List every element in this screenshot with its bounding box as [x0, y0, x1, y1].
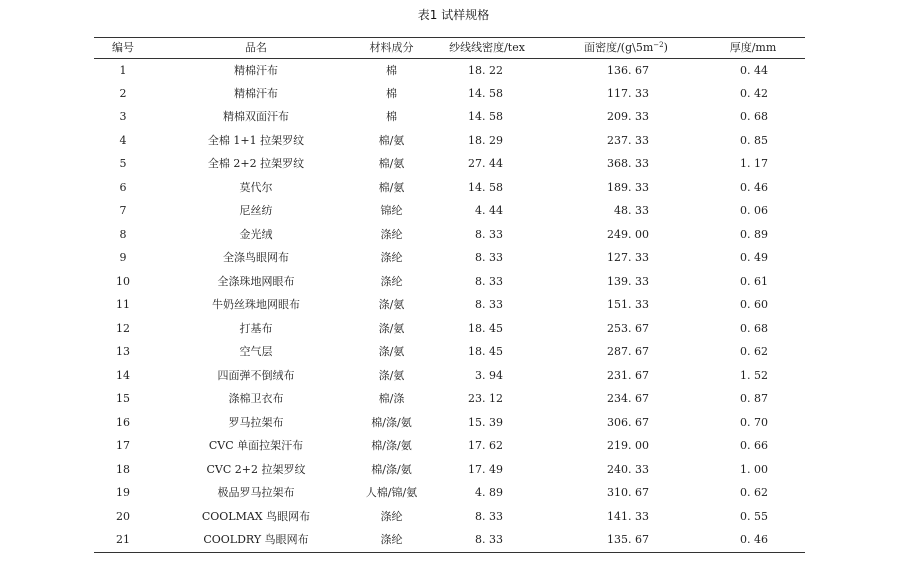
cell-name: CVC 2+2 拉架罗纹 — [206, 462, 306, 476]
cell-thickness: 1. 00 — [740, 462, 768, 476]
cell-material: 棉/涤/氨 — [371, 439, 412, 453]
table-row — [94, 341, 805, 365]
table-body — [94, 59, 805, 553]
table-row — [94, 529, 805, 553]
header-thickness: 厚度/mm — [701, 38, 805, 59]
cell-area-density: 237. 33 — [607, 133, 649, 147]
cell-material: 棉 — [386, 63, 397, 77]
cell-no: 4 — [119, 133, 127, 147]
cell-yarn-density: 3. 94 — [475, 368, 503, 382]
cell-material: 人棉/锦/氨 — [365, 486, 418, 500]
cell-material: 涤/氨 — [378, 345, 405, 359]
cell-area-density: 368. 33 — [607, 157, 649, 171]
cell-no: 17 — [116, 439, 130, 453]
cell-thickness: 0. 06 — [740, 204, 768, 218]
cell-no: 11 — [116, 298, 130, 312]
cell-yarn-density: 17. 49 — [468, 462, 503, 476]
cell-yarn-density: 18. 45 — [468, 321, 503, 335]
cell-name: 金光绒 — [239, 227, 273, 241]
table-row — [94, 482, 805, 506]
table-row — [94, 223, 805, 247]
cell-name: 牛奶丝珠地网眼布 — [212, 298, 300, 312]
cell-name: 全涤珠地网眼布 — [217, 274, 295, 288]
cell-no: 18 — [116, 462, 130, 476]
cell-material: 棉/涤/氨 — [371, 462, 412, 476]
cell-area-density: 136. 67 — [607, 63, 649, 77]
table-row — [94, 82, 805, 106]
header-area-density — [551, 38, 701, 59]
cell-area-density: 249. 00 — [607, 227, 649, 241]
cell-name: 罗马拉架布 — [228, 415, 284, 429]
cell-name: 全棉 2+2 拉架罗纹 — [207, 157, 305, 171]
cell-no: 10 — [116, 274, 130, 288]
cell-thickness: 0. 55 — [740, 509, 768, 523]
cell-no: 3 — [119, 110, 127, 124]
header-material: 材料成分 — [360, 38, 423, 59]
cell-thickness: 1. 17 — [740, 157, 768, 171]
cell-area-density: 139. 33 — [607, 274, 649, 288]
cell-name: 空气层 — [239, 345, 273, 359]
table-row — [94, 458, 805, 482]
cell-thickness: 0. 87 — [740, 392, 768, 406]
cell-yarn-density: 18. 22 — [468, 63, 503, 77]
cell-thickness: 0. 46 — [740, 180, 768, 194]
cell-material: 涤/氨 — [378, 368, 405, 382]
cell-name: COOLMAX 鸟眼网布 — [201, 509, 311, 523]
header-area-density-sup: −2 — [653, 41, 664, 49]
cell-material: 棉/氨 — [378, 180, 405, 194]
cell-name: CVC 单面拉架汗布 — [208, 439, 304, 453]
cell-thickness: 0. 70 — [740, 415, 768, 429]
cell-no: 12 — [116, 321, 130, 335]
table-row — [94, 270, 805, 294]
cell-name: 精棉双面汗布 — [223, 110, 289, 124]
cell-material: 涤纶 — [380, 509, 403, 523]
header-yarn-density: 纱线线密度/tex — [423, 38, 551, 59]
cell-name: 四面弹不倒绒布 — [217, 368, 295, 382]
cell-yarn-density: 27. 44 — [468, 157, 503, 171]
table-row — [94, 388, 805, 412]
cell-thickness: 0. 61 — [740, 274, 768, 288]
cell-material: 棉 — [386, 86, 397, 100]
header-area-density-end: ) — [663, 41, 668, 54]
cell-material: 棉/涤/氨 — [371, 415, 412, 429]
header-name: 品名 — [152, 38, 360, 59]
cell-thickness: 0. 85 — [740, 133, 768, 147]
cell-area-density: 287. 67 — [607, 345, 649, 359]
cell-name: 打基布 — [239, 321, 273, 335]
cell-no: 13 — [116, 345, 130, 359]
cell-yarn-density: 8. 33 — [475, 227, 503, 241]
cell-name: 全涤鸟眼网布 — [223, 251, 289, 265]
cell-area-density: 209. 33 — [607, 110, 649, 124]
cell-material: 锦纶 — [380, 204, 403, 218]
cell-yarn-density: 14. 58 — [468, 110, 503, 124]
cell-material: 棉/涤 — [378, 392, 405, 406]
cell-area-density: 306. 67 — [607, 415, 649, 429]
cell-material: 棉/氨 — [378, 157, 405, 171]
header-no: 编号 — [94, 38, 152, 59]
cell-name: 全棉 1+1 拉架罗纹 — [207, 133, 305, 147]
table-row — [94, 129, 805, 153]
cell-thickness: 0. 46 — [701, 529, 805, 553]
cell-name: 尼丝纺 — [239, 204, 273, 218]
cell-area-density: 135. 67 — [551, 529, 701, 553]
table-row — [94, 411, 805, 435]
cell-material: 涤/氨 — [378, 298, 405, 312]
cell-yarn-density: 23. 12 — [468, 392, 503, 406]
cell-no: 21 — [94, 529, 152, 553]
table-row — [94, 435, 805, 459]
cell-name: 精棉汗布 — [234, 86, 278, 100]
cell-name: 莫代尔 — [239, 180, 273, 194]
table-row — [94, 176, 805, 200]
cell-area-density: 48. 33 — [614, 204, 649, 218]
header-row — [94, 38, 805, 59]
cell-no: 1 — [119, 63, 127, 77]
cell-yarn-density: 14. 58 — [468, 86, 503, 100]
table-row — [94, 505, 805, 529]
table-row — [94, 200, 805, 224]
cell-no: 16 — [116, 415, 130, 429]
table-row — [94, 247, 805, 271]
cell-thickness: 0. 49 — [740, 251, 768, 265]
cell-yarn-density: 8. 33 — [475, 251, 503, 265]
table-caption: 表1 试样规格 — [417, 8, 490, 22]
cell-area-density: 117. 33 — [607, 86, 649, 100]
cell-area-density: 219. 00 — [607, 439, 649, 453]
cell-area-density: 141. 33 — [607, 509, 649, 523]
cell-yarn-density: 14. 58 — [468, 180, 503, 194]
cell-area-density: 151. 33 — [607, 298, 649, 312]
cell-material: 涤/氨 — [378, 321, 405, 335]
cell-thickness: 0. 62 — [740, 345, 768, 359]
cell-thickness: 0. 89 — [740, 227, 768, 241]
cell-thickness: 0. 42 — [740, 86, 768, 100]
cell-yarn-density: 8. 33 — [423, 529, 551, 553]
table-row — [94, 317, 805, 341]
cell-yarn-density: 17. 62 — [468, 439, 503, 453]
cell-material: 涤纶 — [380, 274, 403, 288]
cell-thickness: 0. 68 — [740, 321, 768, 335]
specimen-spec-table — [94, 37, 805, 553]
cell-no: 19 — [116, 486, 130, 500]
cell-area-density: 127. 33 — [607, 251, 649, 265]
cell-area-density: 310. 67 — [607, 486, 649, 500]
cell-no: 8 — [119, 227, 127, 241]
cell-yarn-density: 4. 89 — [475, 486, 503, 500]
cell-name: 涤棉卫衣布 — [228, 392, 284, 406]
table-row — [94, 106, 805, 130]
cell-area-density: 231. 67 — [607, 368, 649, 382]
cell-area-density: 189. 33 — [607, 180, 649, 194]
cell-material: 涤纶 — [380, 251, 403, 265]
cell-no: 5 — [119, 157, 127, 171]
cell-thickness: 0. 68 — [740, 110, 768, 124]
cell-name: COOLDRY 鸟眼网布 — [152, 529, 360, 553]
cell-no: 2 — [119, 86, 127, 100]
cell-area-density: 253. 67 — [607, 321, 649, 335]
cell-area-density: 234. 67 — [607, 392, 649, 406]
cell-yarn-density: 18. 29 — [468, 133, 503, 147]
cell-yarn-density: 15. 39 — [468, 415, 503, 429]
cell-yarn-density: 8. 33 — [475, 298, 503, 312]
cell-yarn-density: 8. 33 — [475, 274, 503, 288]
cell-no: 20 — [116, 509, 130, 523]
cell-yarn-density: 4. 44 — [475, 204, 503, 218]
cell-yarn-density: 8. 33 — [475, 509, 503, 523]
table-row — [94, 294, 805, 318]
header-area-density-main: 面密度/(g\5m — [584, 41, 654, 54]
cell-material: 棉 — [386, 110, 397, 124]
cell-no: 6 — [119, 180, 127, 194]
cell-thickness: 0. 62 — [740, 486, 768, 500]
cell-thickness: 0. 66 — [740, 439, 768, 453]
cell-no: 14 — [116, 368, 130, 382]
cell-no: 7 — [119, 204, 127, 218]
table-row — [94, 153, 805, 177]
cell-thickness: 0. 44 — [740, 63, 768, 77]
cell-area-density: 240. 33 — [607, 462, 649, 476]
table-row — [94, 59, 805, 83]
cell-material: 棉/氨 — [378, 133, 405, 147]
cell-yarn-density: 18. 45 — [468, 345, 503, 359]
cell-no: 15 — [116, 392, 130, 406]
cell-thickness: 0. 60 — [740, 298, 768, 312]
cell-material: 涤纶 — [360, 529, 423, 553]
cell-name: 精棉汗布 — [234, 63, 278, 77]
cell-material: 涤纶 — [380, 227, 403, 241]
table-row — [94, 364, 805, 388]
cell-thickness: 1. 52 — [740, 368, 768, 382]
cell-name: 极品罗马拉架布 — [217, 486, 295, 500]
cell-no: 9 — [119, 251, 127, 265]
